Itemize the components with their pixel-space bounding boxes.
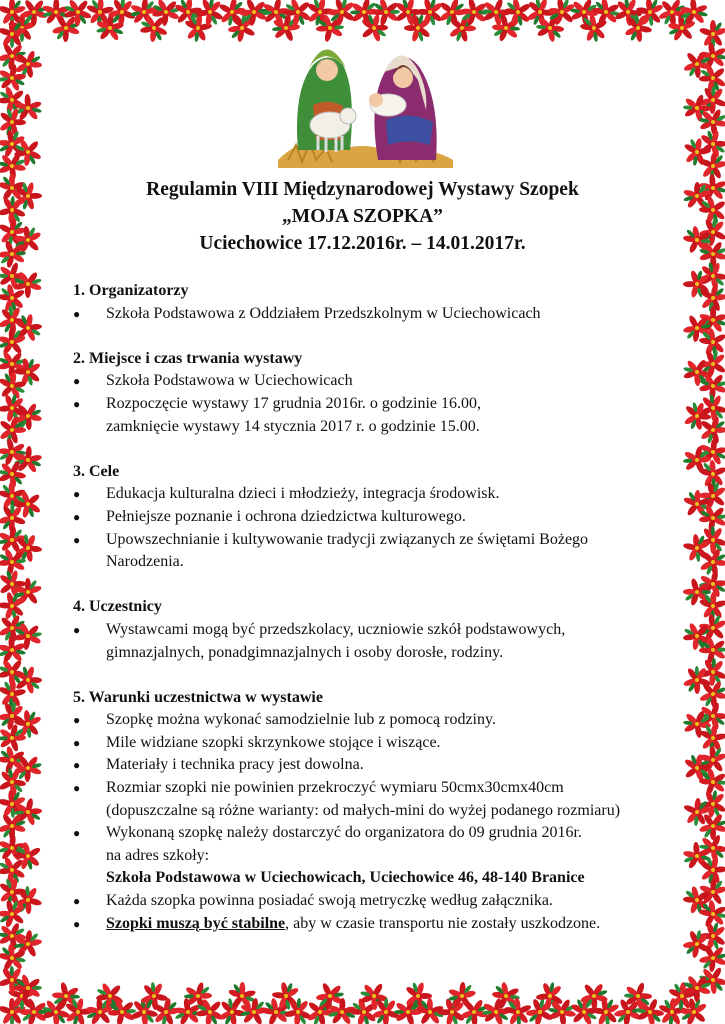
list-item: ● Szopkę można wykonać samodzielnie lub z pomocą rodziny. (73, 709, 663, 732)
list-item: ● Wystawcami mogą być przedszkolacy, uczniowie szkół podstawowych, (73, 619, 663, 642)
section-organizers (73, 280, 663, 325)
list-item-continuation: gimnazjalnych, ponadgimnazjalnych i osoby dorosłe, rodziny. (106, 643, 504, 661)
list-item: ● Mile widziane szopki skrzynkowe stojące i wiszące. (73, 732, 663, 755)
list-item-continuation: Narodzenia. (106, 553, 184, 571)
list-item: ● Rozpoczęcie wystawy 17 grudnia 2016r. o godzinie 16.00, (73, 393, 663, 416)
list-item-continuation: (dopuszczalne są różne warianty: od małych-mini do wyżej podanego rozmiaru) (106, 801, 621, 819)
list-item: ● Upowszechnianie i kultywowanie tradycji związanych ze świętami Bożego (73, 529, 663, 552)
section-participants (73, 596, 663, 664)
section-heading: 2. Miejsce i czas trwania wystawy (73, 349, 303, 367)
bullet-list (73, 483, 663, 551)
bullet-icon: ● (73, 826, 81, 841)
bullet-icon: ● (73, 781, 81, 796)
title-line-3: Uciechowice 17.12.2016r. – 14.01.2017r. (199, 233, 526, 254)
section-place-time (73, 348, 663, 438)
list-item: ● Edukacja kulturalna dzieci i młodzieży, integracja środowisk. (73, 483, 663, 506)
title-line-2: „MOJA SZOPKA” (282, 206, 443, 227)
bullet-icon: ● (73, 735, 81, 750)
bullet-list (73, 822, 663, 845)
section-heading: 4. Uczestnicy (73, 598, 162, 616)
bullet-icon: ● (73, 487, 81, 502)
list-item: ● Pełniejsze poznanie i ochrona dziedzictwa kulturowego. (73, 506, 663, 529)
bullet-icon: ● (73, 622, 81, 637)
list-item: ● Każda szopka powinna posiadać swoją metryczkę według załącznika. (73, 890, 663, 913)
list-item: ● Szopki muszą być stabilne, aby w czasie transportu nie zostały uszkodzone. (73, 913, 663, 936)
list-item: ● Szkoła Podstawowa z Oddziałem Przedszkolnym w Uciechowicach (73, 303, 663, 326)
bullet-icon: ● (73, 713, 81, 728)
nativity-illustration (268, 10, 460, 168)
bullet-list (73, 890, 663, 935)
bullet-icon: ● (73, 758, 81, 773)
list-item: ● Szkoła Podstawowa w Uciechowicach (73, 370, 663, 393)
list-item: ● Wykonaną szopkę należy dostarczyć do organizatora do 09 grudnia 2016r. (73, 822, 663, 845)
list-item-continuation: zamknięcie wystawy 14 stycznia 2017 r. o godzinie 15.00. (106, 417, 480, 435)
bullet-list (73, 619, 663, 642)
title-line-1: Regulamin VIII Międzynarodowej Wystawy Szopek (146, 179, 579, 200)
section-heading: 1. Organizatorzy (73, 282, 189, 299)
bullet-icon: ● (73, 306, 81, 321)
bullet-icon: ● (73, 894, 81, 909)
stability-requirement: Szopki muszą być stabilne (106, 914, 286, 932)
school-address: Szkoła Podstawowa w Uciechowicach, Uciechowice 46, 48-140 Branice (106, 869, 585, 887)
list-item: ● Materiały i technika pracy jest dowolna. (73, 754, 663, 777)
section-heading: 5. Warunki uczestnictwa w wystawie (73, 688, 323, 706)
section-conditions (73, 687, 663, 936)
section-heading: 3. Cele (73, 462, 120, 480)
bullet-icon: ● (73, 396, 81, 411)
bullet-list (73, 709, 663, 799)
bullet-icon: ● (73, 374, 81, 389)
bullet-list (73, 303, 663, 326)
bullet-list (73, 370, 663, 415)
bullet-icon: ● (73, 916, 81, 931)
list-item: ● Rozmiar szopki nie powinien przekroczyć wymiaru 50cmx30cmx40cm (73, 777, 663, 800)
bullet-icon: ● (73, 532, 81, 547)
document-title (60, 176, 665, 257)
bullet-icon: ● (73, 509, 81, 524)
regulations-content (73, 280, 663, 958)
section-goals (73, 461, 663, 574)
list-item-continuation: na adres szkoły: (106, 846, 210, 864)
